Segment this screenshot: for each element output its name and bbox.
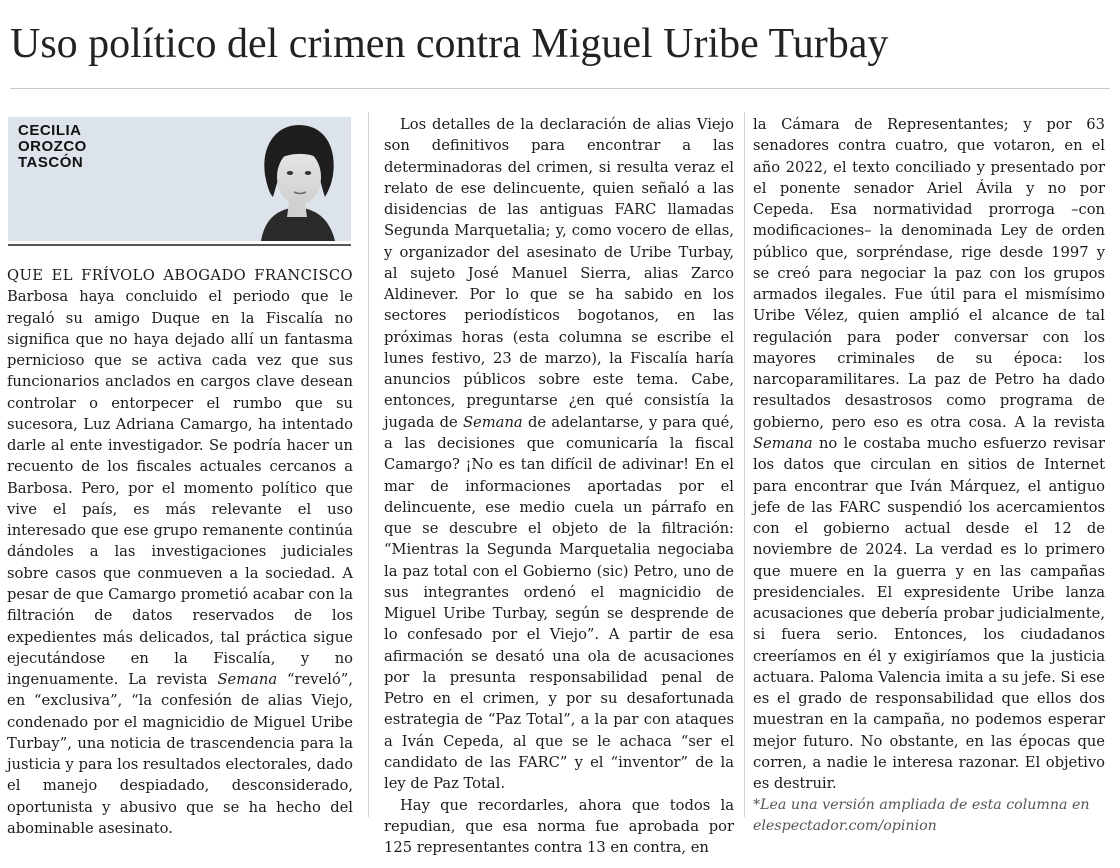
paragraph [753,114,1105,795]
paragraph-text: la Cámara de Representantes; y por 63 senadores contra cuatro, que votaron, en el año 2022, el texto conciliado y presentado por el ponente senador Ariel Ávila y no por Cepeda. Esa normatividad prorroga –con modificaciones– la denominada Ley de orden público que, sorpréndase, rige desde 1997 y se creó para negociar la paz con los grupos armados ilegales. Fue útil para el mismísimo Uribe Vélez, quien amplió el alcance de tal regulación para poder conversar con los mayores criminales de su época: los narcoparamilitares. La paz de Petro ha dado resultados desastrosos como programa de gobierno, pero eso es otra cosa. A la revista [753,116,1105,431]
publication-name: Semana [217,671,278,689]
column-3 [753,114,1105,837]
paragraph [384,114,734,795]
author-portrait [243,117,351,241]
column-divider [368,112,369,817]
paragraph-text: “reveló”, en “exclusiva”, “la confesión de alias Viejo, condenado por el magnicidio de Miguel Uribe Turbay”, una noticia de trascendencia para la justicia y para los resultados electorales, dado el manejo despiadado, desconsiderado, oportunista y abusivo que se ha hecho del abominable asesinato. [7,671,353,837]
headline-divider [10,88,1110,89]
publication-name: Semana [753,434,813,452]
author-name-line: OROZCO [18,138,87,155]
lead-caps: QUE EL FRÍVOLO ABOGADO FRANCISCO [7,267,353,284]
column-1 [7,265,353,839]
footnote: *Lea una versión ampliada de esta columna en elespectador.com/opinion [753,796,1090,834]
paragraph: Hay que recordarles, ahora que todos la repudian, que esa norma fue aprobada por 125 representantes contra 13 en contra, en [384,796,734,857]
article-headline: Uso político del crimen contra Miguel Uribe Turbay [10,21,889,67]
paragraph-text: de adelantarse, y para qué, a las decisiones que comunicaría la fiscal Camargo? ¡No es tan difícil de adivinar! En el mar de informaciones aportadas por el delincuente, ese medio cuela un párrafo en que se descubre el objeto de la filtración: “Mientras la Segunda Marquetalia negociaba la paz total con el Gobierno (sic) Petro, uno de sus integrantes ordenó el magnicidio de Miguel Uribe Turbay, según se desprende de lo confesado por el Viejo”. A partir de esa afirmación se desató una ola de acusaciones por la presunta responsabilidad penal de Petro en el crimen, y por su desafortunada estrategia de “Paz Total”, a la par con ataques a Iván Cepeda, al que se le achaca “ser el candidato de las FARC” y el “inventor” de la ley de Paz Total. [384,413,734,793]
author-box [8,117,351,241]
publication-name: Semana [463,413,523,431]
author-divider [8,244,351,246]
author-name [18,123,87,171]
column-2 [384,114,734,858]
paragraph-text: no le costaba mucho esfuerzo revisar los datos que circulan en sitios de Internet para encontrar que Iván Márquez, el antiguo jefe de las FARC suspendió los acercamientos con el gobierno actual desde el 12 de noviembre de 2024. La verdad es lo primero que muere en la guerra y en las campañas presidenciales. El expresidente Uribe lanza acusaciones que debería probar judicialmente, si fuera serio. Entonces, los ciudadanos creeríamos en él y exigiríamos que la justicia actuara. Paloma Valencia imita a su jefe. Si ese es el grado de responsabilidad que ellos dos muestran en la campaña, no podemos esperar mejor futuro. No obstante, en las épocas que corren, a nadie le interesa razonar. El objetivo es destruir. [753,434,1105,793]
author-name-line: CECILIA [18,122,82,139]
paragraph-text: Barbosa haya concluido el periodo que le regaló su amigo Duque en la Fiscalía no significa que no haya dejado allí un fantasma pernicioso que se activa cada vez que sus funcionarios anclados en cargos clave desean controlar o entorpecer el rumbo que su sucesora, Luz Adriana Camargo, ha intentado darle al ente investigador. Se podría hacer un recuento de los fiscales actuales cercanos a Barbosa. Pero, por el momento político que vive el país, es más relevante el uso interesado que ese grupo remanente continúa dándoles a las investigaciones judiciales sobre casos que conmueven a la sociedad. A pesar de que Camargo prometió acabar con la filtración de datos reservados de los expedientes más delicados, tal práctica sigue ejecutándose en la Fiscalía, y no ingenuamente. La revista [7,288,353,689]
column-divider [744,112,745,817]
paragraph [7,265,353,839]
author-name-line: TASCÓN [18,154,84,171]
paragraph-text: Los detalles de la declaración de alias Viejo son definitivos para encontrar a las determinadoras del crimen, si resulta veraz el relato de ese delincuente, quien señaló a las disidencias de las antiguas FARC llamadas Segunda Marquetalia; y, como vocero de ellas, y organizador del asesinato de Uribe Turbay, al sujeto José Manuel Sierra, alias Zarco Aldinever. Por lo que se ha sabido en los sectores periodísticos bogotanos, en las próximas horas (esta columna se escribe el lunes festivo, 23 de marzo), la Fiscalía haría anuncios públicos sobre este tema. Cabe, entonces, preguntarse ¿en qué consistía la jugada de [384,116,734,431]
